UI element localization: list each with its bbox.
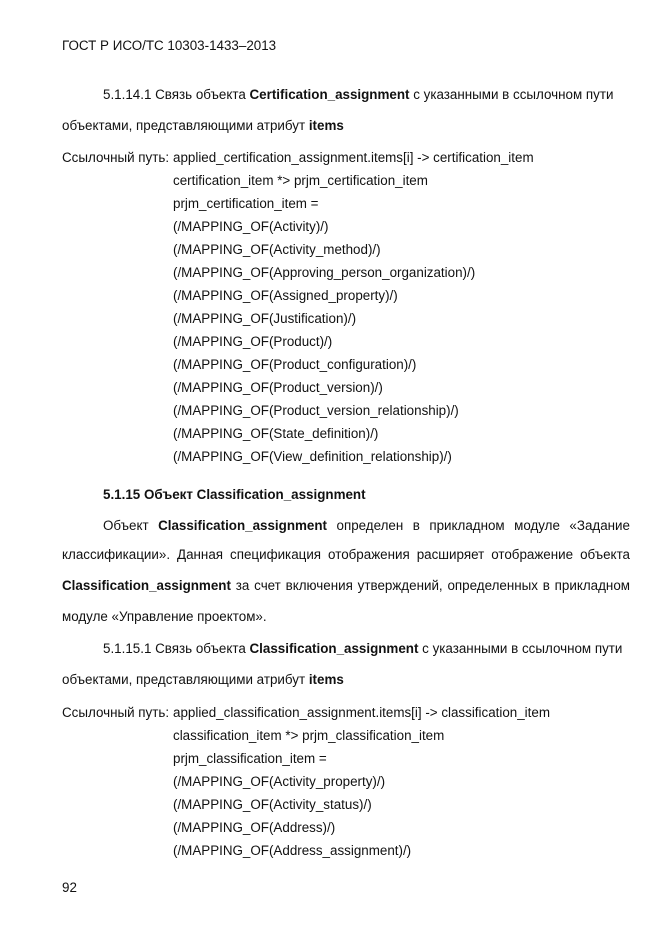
reference-path-line: (/MAPPING_OF(Address_assignment)/)	[173, 843, 412, 858]
paragraph-line: модуле «Управление проектом».	[62, 609, 267, 624]
reference-path-line: (/MAPPING_OF(Approving_person_organization)/)	[173, 265, 476, 280]
reference-path-line: certification_item *> prjm_certification_item	[173, 173, 428, 188]
reference-path-line: (/MAPPING_OF(Product_version_relationship)/)	[173, 403, 459, 418]
section-intro: 5.1.14.1 Связь объекта Certification_assignment с указанными в ссылочном пути	[103, 87, 614, 102]
paragraph-line: Объект Classification_assignment определен в прикладном модуле «Задание	[103, 518, 630, 533]
reference-path-line: (/MAPPING_OF(Assigned_property)/)	[173, 288, 398, 303]
reference-path-line: (/MAPPING_OF(Activity_status)/)	[173, 797, 372, 812]
reference-path-line: prjm_certification_item =	[173, 196, 319, 211]
section-intro: 5.1.15.1 Связь объекта Classification_assignment с указанными в ссылочном пути	[103, 641, 623, 656]
paragraph-line: классификации». Данная спецификация отображения расширяет отображение объекта	[62, 547, 630, 562]
reference-path-line: classification_item *> prjm_classification_item	[173, 728, 445, 743]
section-intro-continued: объектами, представляющими атрибут items	[62, 672, 344, 687]
section-heading: 5.1.15 Объект Classification_assignment	[103, 487, 366, 502]
reference-path-line: prjm_classification_item =	[173, 751, 327, 766]
paragraph-line: Classification_assignment за счет включения утверждений, определенных в прикладном	[62, 578, 630, 593]
reference-path-label: Ссылочный путь:	[62, 150, 170, 165]
reference-path-line: (/MAPPING_OF(Product)/)	[173, 334, 333, 349]
page-number: 92	[62, 880, 77, 895]
section-intro-continued: объектами, представляющими атрибут items	[62, 118, 344, 133]
reference-path-line: (/MAPPING_OF(State_definition)/)	[173, 426, 379, 441]
reference-path-line: (/MAPPING_OF(Activity_method)/)	[173, 242, 381, 257]
reference-path-line: (/MAPPING_OF(Activity)/)	[173, 219, 329, 234]
reference-path-label: Ссылочный путь:	[62, 705, 170, 720]
reference-path-line: (/MAPPING_OF(Product_version)/)	[173, 380, 383, 395]
reference-path-line: (/MAPPING_OF(Product_configuration)/)	[173, 357, 417, 372]
reference-path-line: (/MAPPING_OF(View_definition_relationship)/)	[173, 449, 452, 464]
reference-path-line: (/MAPPING_OF(Justification)/)	[173, 311, 357, 326]
reference-path-line: (/MAPPING_OF(Address)/)	[173, 820, 336, 835]
reference-path-line: (/MAPPING_OF(Activity_property)/)	[173, 774, 386, 789]
reference-path-line: applied_certification_assignment.items[i] -> certification_item	[173, 150, 534, 165]
reference-path-line: applied_classification_assignment.items[i] -> classification_item	[173, 705, 550, 720]
document-header: ГОСТ Р ИСО/ТС 10303-1433–2013	[62, 38, 277, 53]
